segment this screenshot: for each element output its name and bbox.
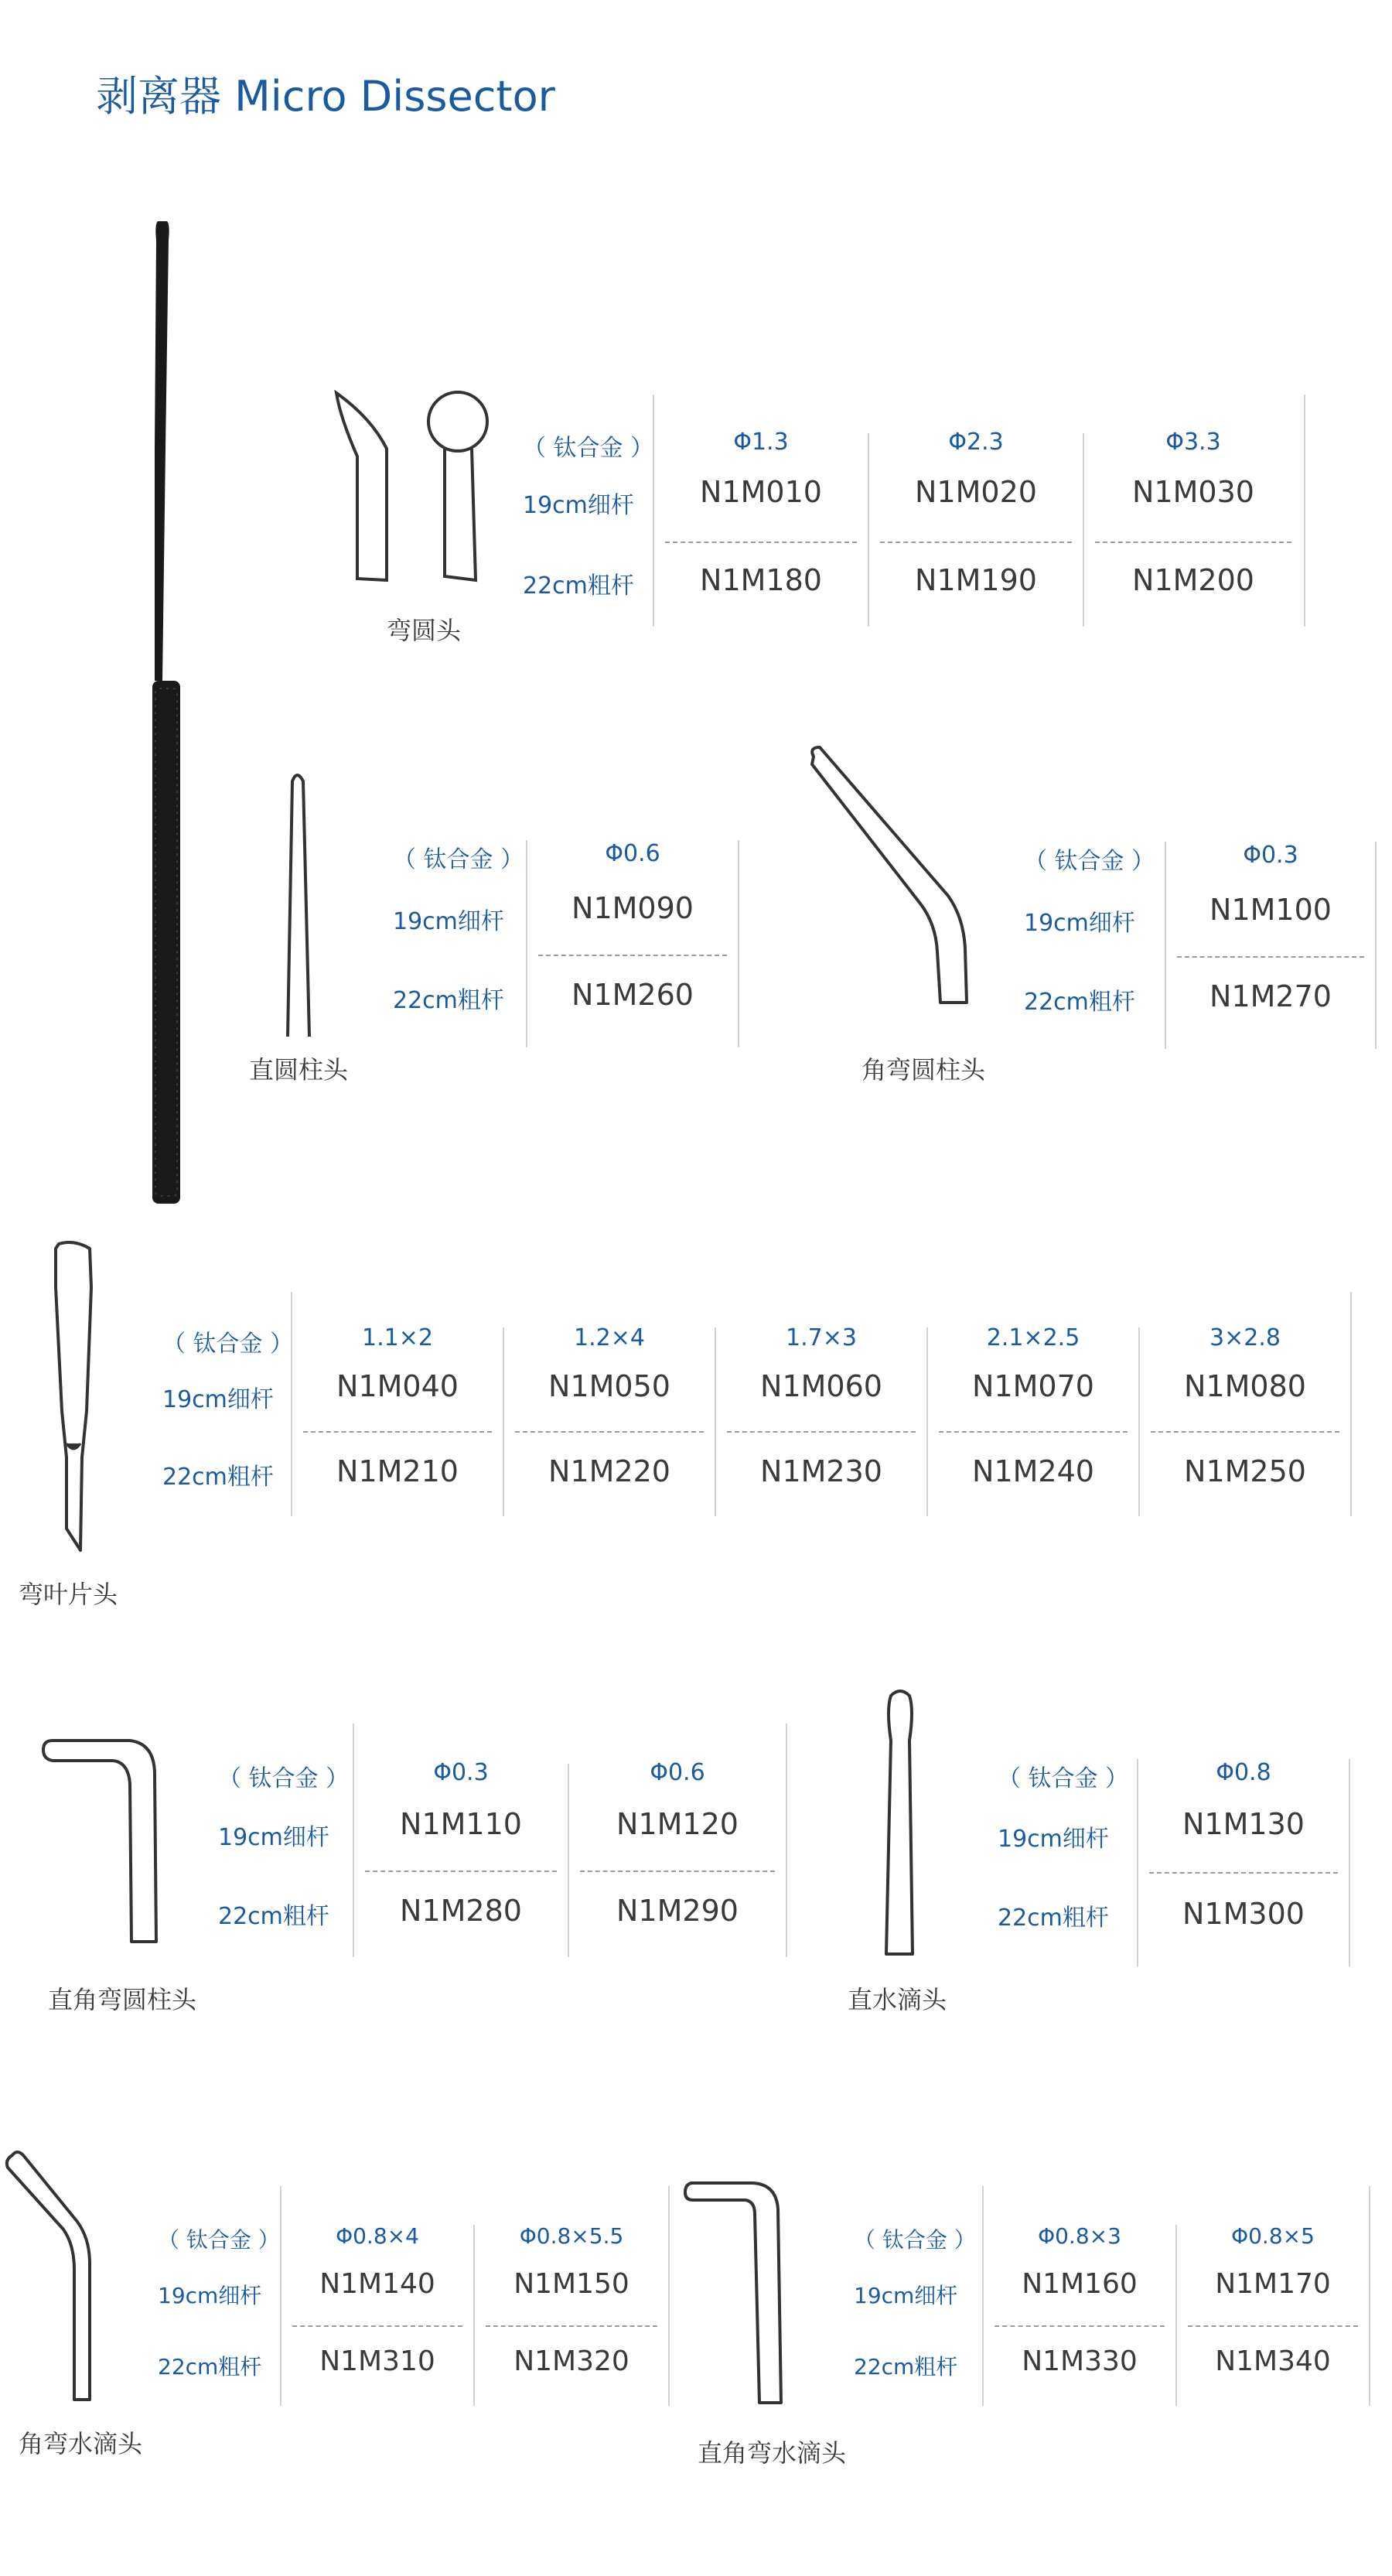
angled-teardrop-tip-illustration: [0, 2147, 108, 2410]
spec-value: Φ0.6: [605, 840, 660, 867]
spec-table: [158, 2186, 671, 2406]
code-19cm: N1M070: [972, 1369, 1094, 1403]
spec-table: [523, 395, 1308, 627]
spec-value: Φ0.8×5.5: [519, 2223, 624, 2249]
spec-table: [854, 2186, 1372, 2406]
code-22cm: N1M200: [1132, 563, 1254, 597]
code-22cm: N1M330: [1022, 2345, 1138, 2377]
code-19cm: N1M120: [616, 1807, 739, 1841]
material-label: （ 钛合金 ）: [218, 1765, 350, 1792]
spec-table: [998, 1759, 1350, 1966]
thick-rod-label: 22cm粗杆: [162, 1464, 274, 1491]
bent-round-tip-illustration: [325, 387, 503, 596]
tool-name: 直角弯水滴头: [698, 2438, 847, 2468]
spec-value: Φ0.8×5: [1231, 2223, 1315, 2249]
spec-value: Φ3.3: [1165, 429, 1221, 456]
spec-value: Φ1.3: [733, 429, 789, 456]
code-19cm: N1M110: [400, 1807, 522, 1841]
page-title: 剥离器 Micro Dissector: [96, 72, 555, 121]
tool-name: 角弯圆柱头: [861, 1055, 986, 1085]
code-19cm: N1M150: [513, 2268, 629, 2300]
thin-rod-label: 19cm细杆: [998, 1826, 1109, 1853]
code-22cm: N1M270: [1209, 979, 1332, 1013]
code-22cm: N1M320: [513, 2345, 629, 2377]
code-22cm: N1M240: [972, 1454, 1094, 1488]
code-19cm: N1M020: [915, 475, 1037, 509]
thick-rod-label: 22cm粗杆: [523, 572, 634, 600]
thin-rod-label: 19cm细杆: [218, 1824, 329, 1851]
code-22cm: N1M180: [700, 563, 822, 597]
code-19cm: N1M060: [760, 1369, 882, 1403]
material-label: （ 钛合金 ）: [162, 1331, 294, 1358]
code-19cm: N1M090: [571, 891, 694, 925]
spec-value: Φ0.8×3: [1038, 2223, 1121, 2249]
thin-rod-label: 19cm细杆: [162, 1386, 274, 1413]
code-22cm: N1M190: [915, 563, 1037, 597]
thin-rod-label: 19cm细杆: [854, 2283, 958, 2308]
code-22cm: N1M210: [336, 1454, 459, 1488]
thin-rod-label: 19cm细杆: [393, 908, 504, 935]
thin-rod-label: 19cm细杆: [523, 492, 634, 519]
code-22cm: N1M290: [616, 1894, 739, 1928]
tool-name: 弯叶片头: [19, 1580, 118, 1609]
code-19cm: N1M130: [1182, 1807, 1305, 1841]
spec-table: [1024, 842, 1377, 1049]
code-19cm: N1M030: [1132, 475, 1254, 509]
spec-value: 1.7×3: [786, 1324, 857, 1351]
spec-value: 2.1×2.5: [986, 1324, 1080, 1351]
thick-rod-label: 22cm粗杆: [854, 2354, 958, 2380]
code-19cm: N1M050: [548, 1369, 670, 1403]
spec-value: Φ0.3: [433, 1759, 489, 1786]
tool-name: 角弯水滴头: [19, 2429, 143, 2458]
thick-rod-label: 22cm粗杆: [158, 2354, 262, 2380]
straight-cylinder-tip-illustration: [278, 766, 317, 1044]
material-label: （ 钛合金 ）: [854, 2227, 976, 2253]
code-19cm: N1M160: [1022, 2268, 1138, 2300]
spec-table: [218, 1724, 790, 1957]
spec-value: Φ2.3: [948, 429, 1004, 456]
thick-rod-label: 22cm粗杆: [393, 987, 504, 1014]
spec-value: 1.1×2: [362, 1324, 433, 1351]
code-22cm: N1M260: [571, 978, 694, 1012]
material-label: （ 钛合金 ）: [1024, 848, 1155, 875]
spec-value: Φ0.8: [1216, 1759, 1271, 1786]
material-label: （ 钛合金 ）: [523, 435, 654, 462]
micro-dissector-instrument-image: [139, 217, 201, 1215]
angled-cylinder-tip-illustration: [804, 741, 982, 1012]
right-angle-teardrop-tip-illustration: [681, 2178, 789, 2410]
code-22cm: N1M230: [760, 1454, 882, 1488]
code-19cm: N1M040: [336, 1369, 459, 1403]
tool-name: 直水滴头: [848, 1985, 947, 2014]
material-label: （ 钛合金 ）: [998, 1765, 1129, 1792]
tool-name: 直角弯圆柱头: [48, 1985, 197, 2014]
code-22cm: N1M340: [1215, 2345, 1331, 2377]
code-22cm: N1M280: [400, 1894, 522, 1928]
code-19cm: N1M100: [1209, 893, 1332, 927]
code-22cm: N1M250: [1184, 1454, 1306, 1488]
code-19cm: N1M170: [1215, 2268, 1331, 2300]
curved-blade-tip-illustration: [46, 1241, 101, 1558]
code-22cm: N1M300: [1182, 1897, 1305, 1931]
code-19cm: N1M140: [319, 2268, 435, 2300]
straight-teardrop-tip-illustration: [879, 1686, 925, 1965]
spec-value: Φ0.6: [650, 1759, 705, 1786]
code-19cm: N1M010: [700, 475, 822, 509]
code-22cm: N1M220: [548, 1454, 670, 1488]
thick-rod-label: 22cm粗杆: [1024, 989, 1135, 1016]
spec-value: 1.2×4: [574, 1324, 645, 1351]
thin-rod-label: 19cm细杆: [158, 2283, 262, 2308]
tool-name: 弯圆头: [387, 616, 462, 645]
thick-rod-label: 22cm粗杆: [218, 1903, 329, 1930]
thin-rod-label: 19cm细杆: [1024, 910, 1135, 937]
material-label: （ 钛合金 ）: [393, 846, 524, 873]
spec-table: [393, 840, 741, 1047]
material-label: （ 钛合金 ）: [158, 2227, 280, 2253]
code-22cm: N1M310: [319, 2345, 435, 2377]
right-angle-cylinder-tip-illustration: [39, 1736, 162, 1952]
spec-value: Φ0.8×4: [336, 2223, 419, 2249]
spec-value: 3×2.8: [1209, 1324, 1281, 1351]
spec-table: [162, 1292, 1353, 1516]
thick-rod-label: 22cm粗杆: [998, 1905, 1109, 1932]
code-19cm: N1M080: [1184, 1369, 1306, 1403]
spec-value: Φ0.3: [1243, 842, 1298, 869]
tool-name: 直圆柱头: [249, 1055, 349, 1085]
